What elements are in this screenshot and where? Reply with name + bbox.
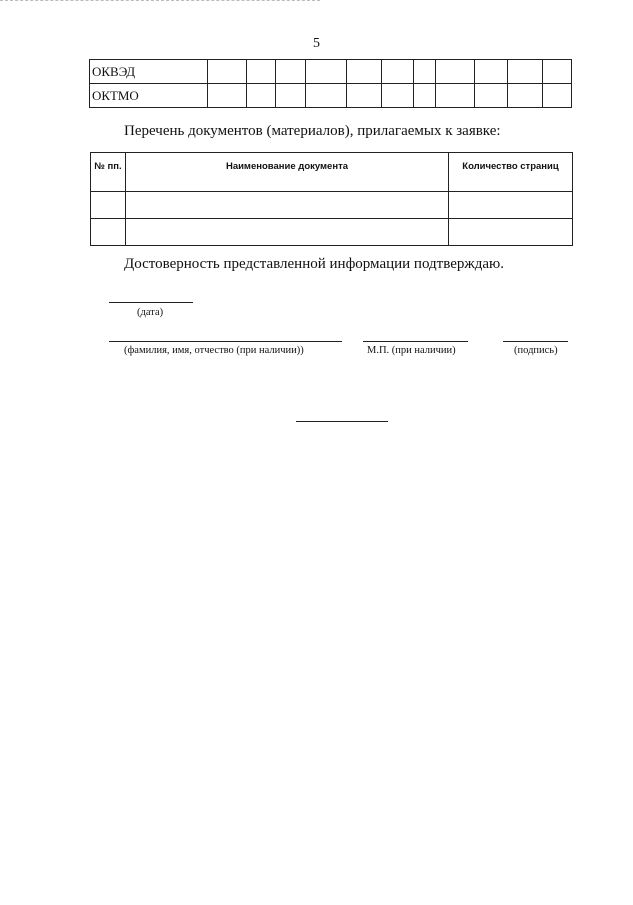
code-cell	[436, 60, 475, 84]
table-row	[91, 192, 573, 219]
code-cell	[276, 84, 306, 108]
table-cell	[91, 192, 126, 219]
okved-row	[90, 60, 572, 84]
code-cell	[208, 84, 247, 108]
codes-table	[89, 59, 572, 108]
code-cell	[543, 60, 572, 84]
code-cell	[508, 60, 543, 84]
oktmo-row	[90, 84, 572, 108]
date-line	[109, 302, 193, 303]
signature-line	[503, 341, 568, 342]
documents-table	[90, 152, 573, 246]
table-cell	[449, 219, 573, 246]
table-cell	[126, 192, 449, 219]
table-cell	[449, 192, 573, 219]
stamp-line	[363, 341, 468, 342]
table-row	[91, 219, 573, 246]
code-cell	[475, 60, 508, 84]
code-cell	[543, 84, 572, 108]
header-page-count: Количество страниц	[449, 153, 573, 192]
documents-caption: Перечень документов (материалов), прилагаемых к заявке:	[124, 123, 501, 139]
documents-header-row	[91, 153, 573, 192]
code-cell	[382, 60, 414, 84]
code-cell	[276, 60, 306, 84]
code-cell	[508, 84, 543, 108]
header-document-name: Наименование документа	[126, 153, 449, 192]
oktmo-label: ОКТМО	[90, 84, 208, 108]
header-number: № пп.	[91, 153, 126, 192]
table-cell	[91, 219, 126, 246]
code-cell	[475, 84, 508, 108]
page-number: 5	[313, 36, 320, 51]
table-cell	[126, 219, 449, 246]
okved-label: ОКВЭД	[90, 60, 208, 84]
code-cell	[306, 84, 347, 108]
code-cell	[247, 84, 276, 108]
code-cell	[414, 84, 436, 108]
code-cell	[208, 60, 247, 84]
code-cell	[347, 84, 382, 108]
name-caption: (фамилия, имя, отчество (при наличии))	[124, 345, 304, 356]
date-caption: (дата)	[137, 307, 164, 318]
signature-caption: (подпись)	[514, 345, 558, 356]
confirmation-statement: Достоверность представленной информации подтверждаю.	[124, 256, 504, 272]
code-cell	[436, 84, 475, 108]
code-cell	[306, 60, 347, 84]
name-line	[109, 341, 342, 342]
end-separator	[296, 421, 388, 422]
code-cell	[382, 84, 414, 108]
code-cell	[247, 60, 276, 84]
stamp-caption: М.П. (при наличии)	[367, 345, 456, 356]
code-cell	[414, 60, 436, 84]
scan-edge-marks	[0, 0, 320, 3]
code-cell	[347, 60, 382, 84]
